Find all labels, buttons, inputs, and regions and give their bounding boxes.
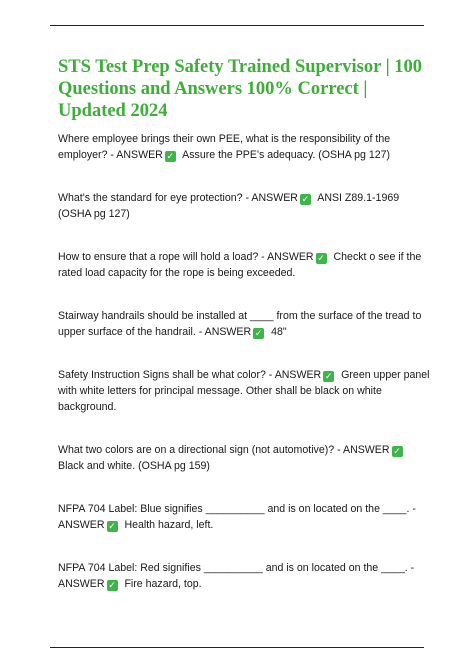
question-text: How to ensure that a rope will hold a load? - [58,251,265,263]
answer-label: ANSWER [116,149,163,161]
answer-label: ANSWER [58,519,105,531]
answer-text: Green upper panel with white letters for principal message. Other shall be black on white background. [58,369,430,413]
document-title: STS Test Prep Safety Trained Supervisor | 100 Questions and Answers 100% Correct | Updated 2024 [58,57,423,121]
question-text: What's the standard for eye protection? - [58,192,250,204]
checkmark-icon: ✓ [301,194,310,204]
answer-text: Checkt o see if the rated load capacity for the rope is being exceeded. [58,251,422,279]
question-text: Stairway handrails should be installed at ____ from the surface of the tread to upper surface of the handrail. - [58,310,422,338]
qa-item [58,560,430,592]
checkmark-icon: ✓ [108,521,116,531]
checkmark-icon: ✓ [254,328,263,338]
answer-text: Assure the PPE's adequacy. (OSHA pg 127) [182,149,391,161]
document-page [58,56,430,592]
checkmark-icon: ✓ [393,446,401,456]
answer-label: ANSWER [204,326,252,338]
answer-text: Fire hazard, top. [124,578,202,590]
qa-item [58,442,430,474]
question-text: Safety Instruction Signs shall be what color? - [58,369,273,381]
qa-item [58,308,430,340]
question-text: NFPA 704 Label: Red signifies __________ and is on located on the ____. - [58,562,415,574]
answer-text: 48" [271,326,287,338]
header-rule [50,25,424,26]
qa-item [58,367,430,415]
checkmark-icon: ✓ [324,371,333,381]
answer-label: ANSWER [251,192,298,204]
qa-item [58,131,430,163]
answer-label: ANSWER [267,251,314,263]
qa-item [58,501,430,533]
answer-label: ANSWER [58,578,105,590]
question-text: NFPA 704 Label: Blue signifies __________ and is on located on the ____. - [58,503,416,515]
footer-rule [50,647,424,648]
answer-text: Black and white. (OSHA pg 159) [58,460,210,472]
checkmark-icon: ✓ [317,253,325,263]
question-text: What two colors are on a directional sign (not automotive)? - [58,444,341,456]
answer-text: ANSI Z89.1-1969 (OSHA pg 127) [58,192,400,220]
answer-label: ANSWER [343,444,390,456]
checkmark-icon: ✓ [166,151,175,161]
qa-item [58,249,430,281]
qa-item [58,190,430,222]
question-text: Where employee brings their own PEE, what is the responsibility of the employer? - [58,133,391,161]
answer-text: Health hazard, left. [124,519,214,531]
answer-label: ANSWER [274,369,322,381]
checkmark-icon: ✓ [108,580,116,590]
